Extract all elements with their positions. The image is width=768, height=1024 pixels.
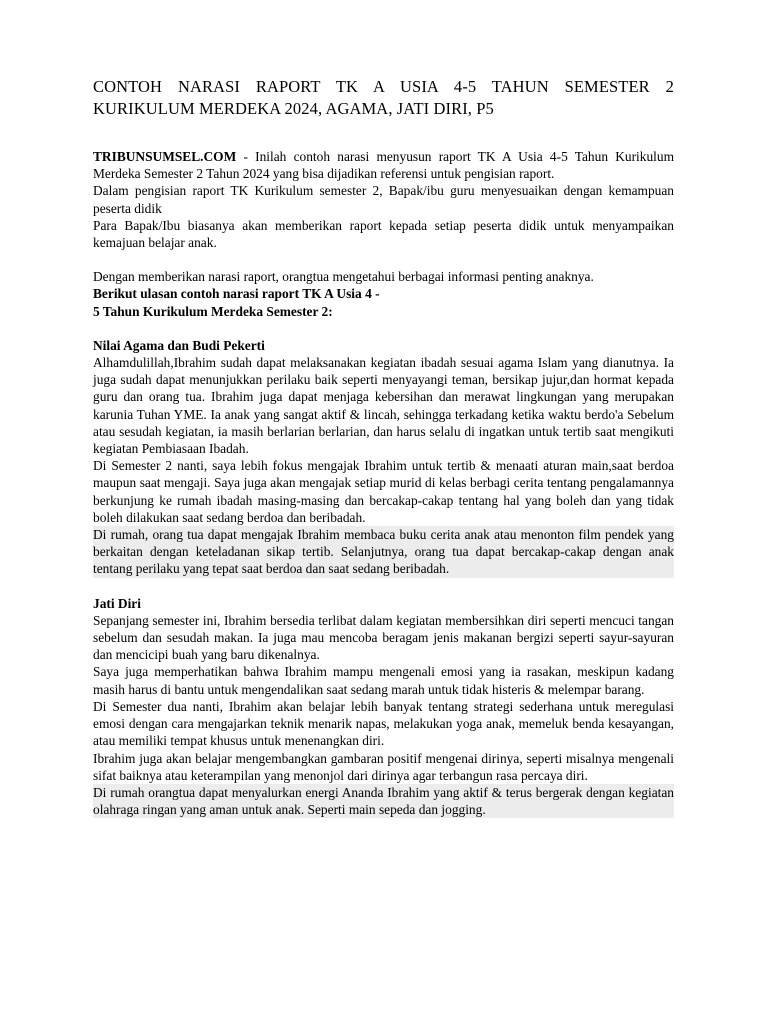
source-name: TRIBUNSUMSEL.COM — [93, 149, 237, 164]
spacer — [93, 251, 674, 268]
spacer — [93, 578, 674, 595]
agama-paragraph-2: Di Semester 2 nanti, saya lebih fokus mengajak Ibrahim untuk tertib & menaati aturan main,saat berdoa maupun saat mengaji. Saya juga akan mengajak setiap murid di kelas berbagi cerita tentang pengalamannya berkunjung ke rumah ibadah masing-masing dan bercakap-cakap tentang hal yang boleh dan yang tidak boleh dilakukan saat sedang berdoa dan beribadah. — [93, 458, 674, 525]
intro-paragraph — [93, 148, 674, 182]
intro-paragraph-4: Dengan memberikan narasi raport, orangtua mengetahui berbagai informasi penting anaknya. — [93, 269, 594, 285]
intro-paragraph-2: Dalam pengisian raport TK Kurikulum semester 2, Bapak/ibu guru menyesuaikan dengan kemampuan peserta didik — [93, 183, 674, 216]
jati-diri-paragraph-5-highlighted: Di rumah orangtua dapat menyalurkan energi Ananda Ibrahim yang aktif & terus bergerak dengan kegiatan olahraga ringan yang aman untuk anak. Seperti main sepeda dan jogging. — [93, 784, 674, 818]
jati-diri-paragraph-1: Sepanjang semester ini, Ibrahim bersedia terlibat dalam kegiatan membersihkan diri seperti mencuci tangan sebelum dan sesudah makan. Ia juga mau mencoba beragam jenis makanan bergizi seperti sayur-sayuran dan mencicipi buah yang baru dikenalnya. — [93, 612, 674, 663]
intro-paragraph-3: Para Bapak/Ibu biasanya akan memberikan raport kepada setiap peserta didik untuk menyampaikan kemajuan belajar anak. — [93, 217, 674, 251]
agama-paragraph-1: Alhamdulillah,Ibrahim sudah dapat melaksanakan kegiatan ibadah sesuai agama Islam yang dianutnya. Ia juga sudah dapat menunjukkan perilaku baik seperti menyayangi teman, bersikap jujur,dan hormat kepada guru dan orang tua. Ibrahim juga dapat menjaga kebersihan dan merawat lingkungan yang merupakan karunia Tuhan YME. Ia anak yang sangat aktif & lincah, sehingga terkadang ketika waktu berdo'a Sebelum atau sesudah kegiatan, ia masih berlarian berlarian, dan harus selalu di ingatkan untuk tertib saat mengikuti kegiatan Pembiasaan Ibadah. — [93, 355, 674, 457]
section-heading-jati-diri: Jati Diri — [93, 595, 141, 611]
intro-bold-line-1: Berikut ulasan contoh narasi raport TK A Usia 4 - — [93, 286, 380, 302]
intro-bold-line-2: 5 Tahun Kurikulum Merdeka Semester 2: — [93, 303, 333, 319]
jati-diri-paragraph-4: Ibrahim juga akan belajar mengembangkan gambaran positif mengenai dirinya, seperti misalnya mengenali sifat baiknya atau keterampilan yang menonjol dari dirinya agar terbangun rasa percaya diri. — [93, 750, 674, 783]
jati-diri-paragraph-2: Saya juga memperhatikan bahwa Ibrahim mampu mengenali emosi yang ia rasakan, meskipun kadang masih harus di bantu untuk mengendalikan saat sedang marah untuk tidak histeris & melempar barang. — [93, 664, 674, 697]
document-page — [93, 76, 674, 818]
intro-lead: - Inilah contoh narasi menyusun raport TK A Usia 4-5 Tahun Kurikulum Merdeka Semester 2 Tahun 2024 yang bisa dijadikan referensi untuk pengisian raport. — [93, 149, 674, 182]
spacer — [93, 320, 674, 337]
section-heading-agama: Nilai Agama dan Budi Pekerti — [93, 337, 265, 353]
jati-diri-paragraph-3: Di Semester dua nanti, Ibrahim akan belajar lebih banyak tentang strategi sederhana untuk meregulasi emosi dengan cara mengajarkan teknik menarik napas, melakukan yoga anak, memeluk benda kesayangan, atau memiliki tempat khusus untuk menenangkan diri. — [93, 698, 674, 749]
document-title: CONTOH NARASI RAPORT TK A USIA 4-5 TAHUN SEMESTER 2 KURIKULUM MERDEKA 2024, AGAMA, JATI DIRI, P5 — [93, 77, 674, 118]
agama-paragraph-3-highlighted: Di rumah, orang tua dapat mengajak Ibrahim membaca buku cerita anak atau menonton film pendek yang berkaitan dengan keteladanan sikap tertib. Selanjutnya, orang tua dapat bercakap-cakap dengan anak tentang perilaku yang tepat saat berdoa dan saat sedang beribadah. — [93, 527, 674, 577]
document-body — [93, 148, 674, 818]
